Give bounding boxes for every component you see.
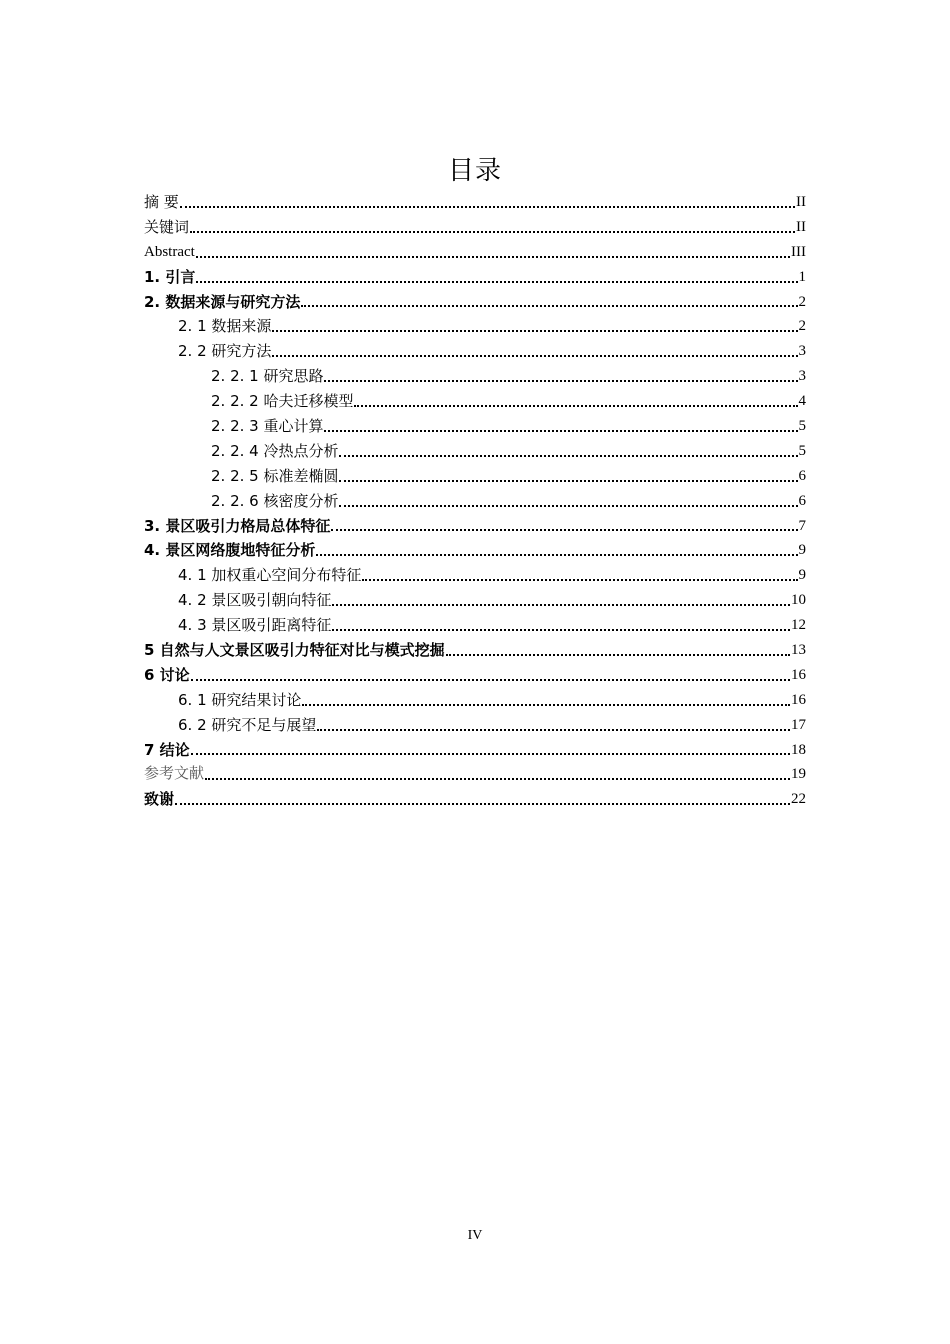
- toc-entry-keywords[interactable]: [144, 215, 806, 240]
- toc-entry-section-6-2[interactable]: [144, 713, 806, 738]
- toc-entry-label: 2. 2. 2 哈夫迁移模型: [211, 392, 354, 411]
- dot-leader: [317, 728, 790, 731]
- toc-entry-label: 4. 2 景区吸引朝向特征: [178, 591, 332, 610]
- table-of-contents: [144, 190, 806, 812]
- toc-entry-page: II: [796, 218, 806, 235]
- dot-leader: [354, 404, 797, 407]
- toc-entry-page: 7: [798, 517, 806, 534]
- toc-entry-page: 16: [791, 666, 806, 683]
- dot-leader: [175, 802, 790, 805]
- toc-entry-label: 关键词: [144, 217, 190, 236]
- toc-entry-label: 3. 景区吸引力格局总体特征: [144, 516, 331, 535]
- toc-entry-label: 2. 2. 3 重心计算: [211, 417, 324, 435]
- toc-entry-page: 17: [791, 716, 806, 733]
- toc-entry-section-6-1[interactable]: [144, 688, 806, 713]
- toc-entry-page: 18: [791, 741, 806, 758]
- dot-leader: [301, 304, 797, 307]
- page-number: IV: [467, 1228, 483, 1243]
- toc-entry-section-7[interactable]: [144, 738, 806, 763]
- toc-entry-section-4[interactable]: [144, 538, 806, 563]
- toc-entry-page: 3: [798, 343, 806, 360]
- toc-entry-page: III: [791, 243, 806, 260]
- dot-leader: [339, 454, 797, 457]
- dot-leader: [191, 752, 790, 755]
- toc-entry-section-2-2-2[interactable]: [144, 389, 806, 414]
- dot-leader: [324, 429, 797, 432]
- toc-entry-section-2-1[interactable]: [144, 314, 806, 339]
- dot-leader: [205, 777, 790, 780]
- toc-entry-label: 2. 2. 6 核密度分析: [211, 491, 339, 510]
- toc-entry-acknowledgements[interactable]: [144, 787, 806, 812]
- toc-entry-section-3[interactable]: [144, 514, 806, 539]
- toc-entry-label: 摘 要: [144, 192, 179, 211]
- dot-leader: [324, 379, 797, 382]
- toc-entry-label: Abstract: [144, 243, 195, 260]
- toc-entry-section-2[interactable]: [144, 290, 806, 315]
- toc-entry-page: 19: [791, 766, 806, 783]
- toc-entry-page: 10: [791, 592, 806, 609]
- toc-entry-section-5[interactable]: [144, 638, 806, 663]
- toc-entry-section-2-2-4[interactable]: [144, 439, 806, 464]
- dot-leader: [339, 479, 797, 482]
- dot-leader: [331, 528, 797, 531]
- toc-entry-section-2-2[interactable]: [144, 339, 806, 364]
- dot-leader: [180, 205, 795, 208]
- toc-entry-section-4-1[interactable]: [144, 563, 806, 588]
- toc-entry-section-2-2-3[interactable]: [144, 414, 806, 439]
- toc-entry-label: 2. 1 数据来源: [178, 317, 272, 336]
- toc-entry-label: 4. 3 景区吸引距离特征: [178, 616, 332, 635]
- dot-leader: [196, 280, 797, 283]
- toc-entry-label: 参考文献: [144, 766, 205, 783]
- toc-entry-label: 5 自然与人文景区吸引力特征对比与模式挖掘: [144, 641, 445, 660]
- toc-entry-page: 12: [791, 617, 806, 634]
- toc-entry-page: 2: [798, 318, 806, 335]
- toc-entry-label: 1. 引言: [144, 267, 196, 286]
- dot-leader: [302, 703, 790, 706]
- toc-entry-page: 1: [798, 268, 806, 285]
- toc-entry-label: 6. 2 研究不足与展望: [178, 715, 317, 734]
- toc-entry-page: 22: [791, 791, 806, 808]
- toc-entry-label: 2. 2. 1 研究思路: [211, 367, 324, 386]
- toc-entry-page: 9: [798, 567, 806, 584]
- dot-leader: [446, 653, 790, 656]
- toc-entry-abstract-en[interactable]: [144, 240, 806, 265]
- toc-entry-label: 7 结论: [144, 740, 190, 759]
- dot-leader: [332, 603, 790, 606]
- dot-leader: [190, 230, 795, 233]
- toc-entry-references[interactable]: [144, 762, 806, 787]
- dot-leader: [339, 504, 797, 507]
- dot-leader: [316, 553, 797, 556]
- toc-entry-section-6[interactable]: [144, 663, 806, 688]
- page-title: 目录: [447, 156, 502, 186]
- dot-leader: [272, 354, 797, 357]
- toc-entry-section-2-2-6[interactable]: [144, 489, 806, 514]
- toc-entry-page: 6: [798, 492, 806, 509]
- toc-entry-abstract-cn[interactable]: [144, 190, 806, 215]
- toc-entry-label: 2. 数据来源与研究方法: [144, 292, 301, 311]
- toc-entry-label: 4. 1 加权重心空间分布特征: [178, 566, 362, 585]
- dot-leader: [272, 329, 797, 332]
- toc-entry-section-4-3[interactable]: [144, 613, 806, 638]
- toc-entry-section-2-2-5[interactable]: [144, 464, 806, 489]
- toc-entry-page: 4: [798, 393, 806, 410]
- toc-entry-page: 6: [798, 467, 806, 484]
- toc-entry-page: 16: [791, 691, 806, 708]
- toc-entry-page: 13: [791, 642, 806, 659]
- toc-entry-section-4-2[interactable]: [144, 588, 806, 613]
- dot-leader: [332, 628, 790, 631]
- dot-leader: [196, 255, 790, 258]
- toc-entry-page: 5: [798, 418, 806, 434]
- toc-entry-label: 4. 景区网络腹地特征分析: [144, 541, 316, 560]
- dot-leader: [191, 678, 790, 681]
- toc-entry-label: 6. 1 研究结果讨论: [178, 690, 302, 709]
- toc-entry-label: 2. 2 研究方法: [178, 342, 272, 361]
- toc-entry-page: 2: [798, 293, 806, 310]
- toc-entry-page: 9: [798, 542, 806, 559]
- toc-entry-label: 2. 2. 4 冷热点分析: [211, 441, 339, 460]
- toc-entry-page: 3: [798, 368, 806, 385]
- toc-entry-page: 5: [798, 442, 806, 459]
- toc-entry-page: II: [796, 193, 806, 210]
- toc-entry-label: 2. 2. 5 标准差椭圆: [211, 466, 339, 485]
- toc-entry-label: 6 讨论: [144, 665, 190, 684]
- toc-entry-section-1[interactable]: [144, 265, 806, 290]
- dot-leader: [362, 578, 797, 581]
- toc-entry-label: 致谢: [144, 790, 175, 809]
- toc-entry-section-2-2-1[interactable]: [144, 364, 806, 389]
